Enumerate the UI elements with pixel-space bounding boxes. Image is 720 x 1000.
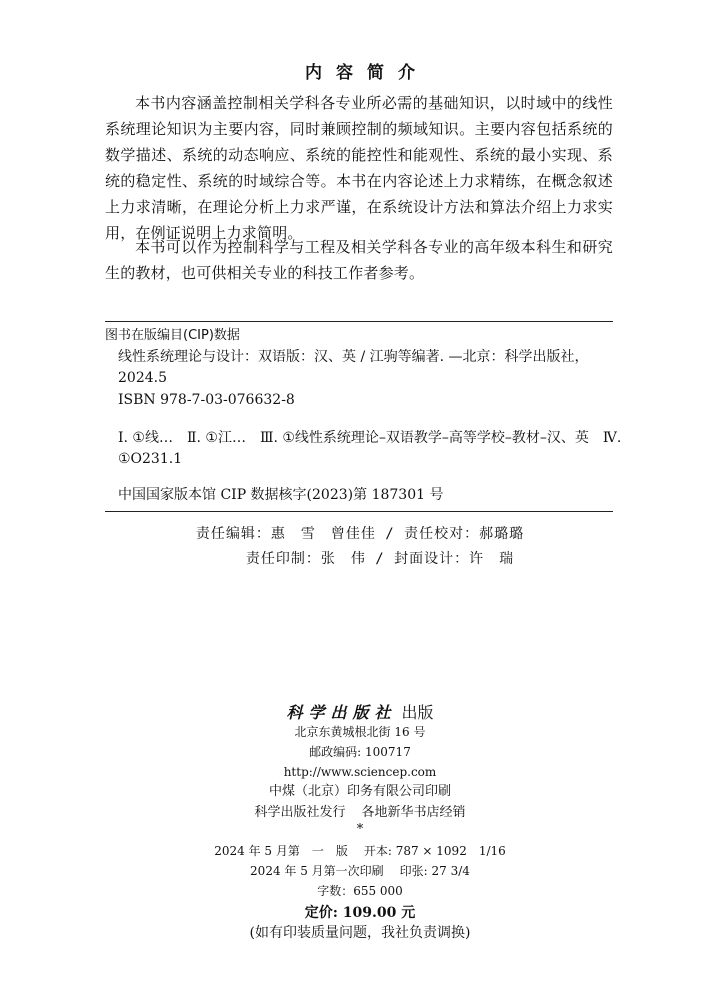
publisher-logo: 科学出版社 [286, 703, 397, 722]
price: 定价: 109.00 元 [304, 905, 416, 921]
summary-paragraph-1: 本书内容涵盖控制相关学科各专业所必需的基础知识，以时域中的线性系统理论知识为主要内容，同时兼顾控制的频域知识。主要内容包括系统的数学描述、系统的动态响应、系统的能控性和能观性、系统的最小实现、系统的稳定性、系统的时域综合等。本书在内容论述上力求精练，在概念叙述上力求清晰，在理论分析上力求严谨，在系统设计方法和算法介绍上力求实用，在例证说明上力求简明。 [105, 94, 613, 242]
cip-isbn: ISBN 978-7-03-076632-8 [118, 392, 295, 408]
page-title: 内容简介 [305, 63, 429, 83]
page-format: 开本: 787 × 1092 1/16 [363, 844, 506, 858]
publisher-suffix: 出版 [401, 703, 434, 722]
distribution-line [0, 802, 720, 823]
distribution-publisher: 科学出版社发行 [254, 805, 346, 820]
printer-line: 中煤（北京）印务有限公司印刷 [268, 784, 451, 799]
separator-star: * [356, 822, 364, 837]
cip-record-number: 中国国家版本馆 CIP 数据核字(2023)第 187301 号 [118, 487, 444, 503]
word-count: 字数：655 000 [317, 884, 403, 898]
credits-editors: 责任编辑：惠 雪 曾佳佳 / 责任校对：郝璐璐 [195, 526, 525, 542]
cip-top-rule [105, 321, 613, 322]
cip-entry: 线性系统理论与设计：双语版：汉、英 / 江驹等编著. —北京：科学出版社，2024.5 [118, 349, 589, 386]
publisher-website: http://www.sciencep.com [283, 765, 437, 779]
summary-paragraph-2: 本书可以作为控制科学与工程及相关学科各专业的高年级本科生和研究生的教材，也可供相关专业的科技工作者参考。 [105, 238, 613, 282]
publisher-address: 北京东黄城根北街 16 号 [294, 725, 426, 739]
publisher-line [0, 700, 720, 723]
distribution-bookstores: 各地新华书店经销 [361, 805, 466, 820]
credits-production: 责任印制：张 伟 / 封面设计：许 瑞 [245, 551, 515, 567]
printed-sheets: 印张: 27 3/4 [399, 864, 470, 878]
edition: 2024 年 5 月第 一 版 [214, 844, 348, 858]
cip-header: 图书在版编目(CIP)数据 [105, 328, 240, 343]
printing-line [0, 862, 720, 881]
quality-notice: (如有印装质量问题，我社负责调换) [249, 925, 471, 941]
cip-bottom-rule [105, 511, 613, 512]
cip-classification: Ⅰ. ①线… Ⅱ. ①江… Ⅲ. ①线性系统理论–双语教学–高等学校–教材–汉、英 Ⅳ. ①O231.1 [118, 430, 622, 467]
edition-line [0, 842, 720, 861]
publisher-postcode: 邮政编码: 100717 [309, 745, 411, 759]
printing: 2024 年 5 月第一次印刷 [250, 864, 384, 878]
